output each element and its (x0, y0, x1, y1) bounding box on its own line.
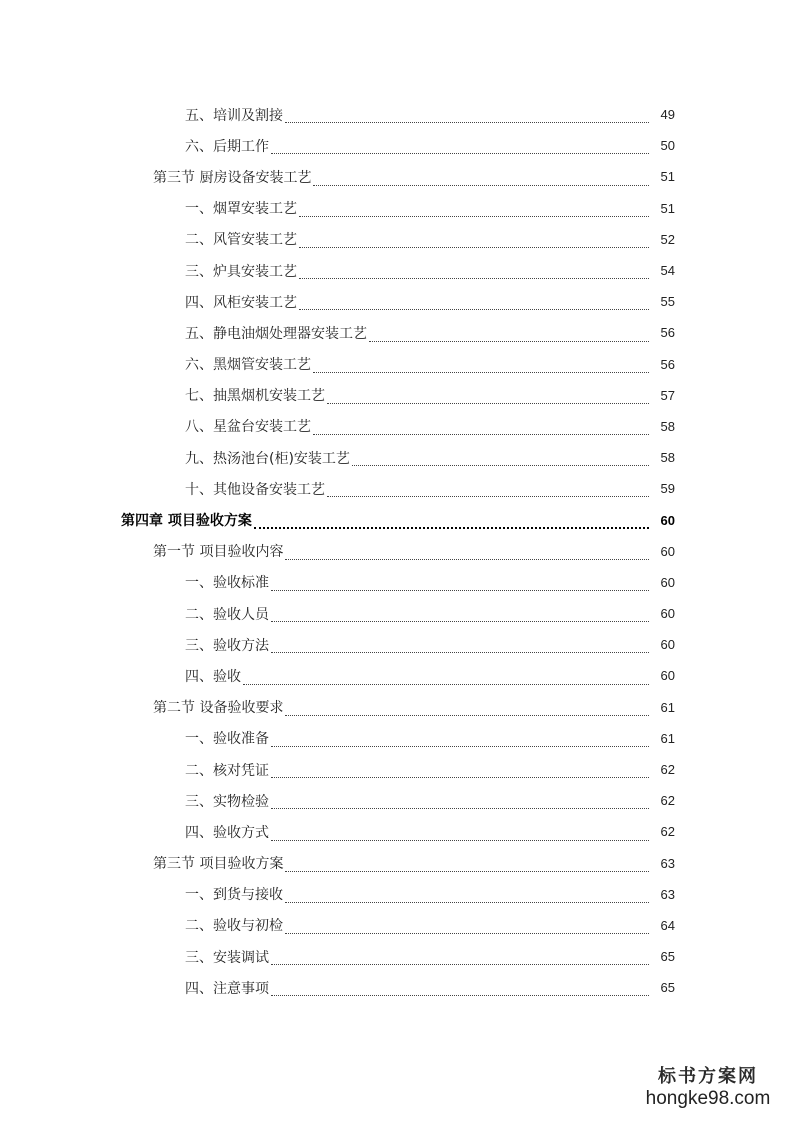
toc-dot-leader (299, 233, 649, 248)
toc-page-number: 60 (660, 668, 675, 684)
toc-subsection-entry[interactable] (0, 754, 793, 785)
toc-entry-title: 二、核对凭证 (185, 762, 269, 779)
toc-section-entry[interactable] (0, 161, 793, 192)
toc-subsection-entry[interactable] (0, 941, 793, 972)
toc-subsection-entry[interactable] (0, 99, 793, 130)
toc-page-number: 63 (660, 886, 675, 902)
toc-page-number: 64 (660, 917, 675, 933)
toc-subsection-entry[interactable] (0, 972, 793, 1003)
toc-page-number: 60 (660, 574, 675, 590)
toc-dot-leader (285, 108, 649, 123)
toc-dot-leader (271, 826, 649, 841)
toc-subsection-entry[interactable] (0, 723, 793, 754)
toc-page-number: 60 (660, 637, 675, 653)
toc-subsection-entry[interactable] (0, 411, 793, 442)
toc-dot-leader (313, 420, 649, 435)
toc-subsection-entry[interactable] (0, 193, 793, 224)
toc-entry-title: 六、黑烟管安装工艺 (185, 357, 311, 374)
toc-dot-leader (271, 794, 649, 809)
toc-entry-title: 一、烟罩安装工艺 (185, 201, 297, 218)
toc-entry-title: 第三节 厨房设备安装工艺 (153, 169, 312, 186)
toc-page-number: 59 (660, 481, 675, 497)
watermark (643, 1066, 773, 1110)
toc-subsection-entry[interactable] (0, 567, 793, 598)
toc-dot-leader (271, 763, 649, 778)
toc-page-number: 63 (660, 855, 675, 871)
toc-section-entry[interactable] (0, 692, 793, 723)
toc-dot-leader (285, 888, 649, 903)
toc-page-number: 55 (660, 294, 675, 310)
toc-subsection-entry[interactable] (0, 442, 793, 473)
toc-page-number: 65 (660, 949, 675, 965)
toc-dot-leader (327, 482, 649, 497)
toc-entry-title: 三、炉具安装工艺 (185, 263, 297, 280)
toc-page-number: 62 (660, 824, 675, 840)
toc-entry-title: 一、到货与接收 (185, 887, 283, 904)
toc-dot-leader (271, 950, 649, 965)
watermark-name: 标书方案网 (658, 1066, 758, 1087)
toc-entry-title: 一、验收准备 (185, 731, 269, 748)
toc-subsection-entry[interactable] (0, 785, 793, 816)
toc-section-entry[interactable] (0, 536, 793, 567)
toc-page-number: 52 (660, 231, 675, 247)
toc-page-number: 50 (660, 138, 675, 154)
toc-page-number: 60 (660, 543, 675, 559)
toc-dot-leader (243, 670, 649, 685)
toc-subsection-entry[interactable] (0, 660, 793, 691)
toc-dot-leader (313, 171, 649, 186)
toc-entry-title: 六、后期工作 (185, 138, 269, 155)
toc-page-number: 58 (660, 450, 675, 466)
toc-dot-leader (271, 576, 649, 591)
toc-dot-leader (271, 638, 649, 653)
toc-page-number: 57 (660, 387, 675, 403)
toc-subsection-entry[interactable] (0, 286, 793, 317)
toc-entry-title: 第一节 项目验收内容 (153, 544, 284, 561)
toc-entry-title: 二、风管安装工艺 (185, 232, 297, 249)
toc-page-number: 62 (660, 793, 675, 809)
toc-entry-title: 一、验收标准 (185, 575, 269, 592)
toc-page-number: 58 (660, 418, 675, 434)
toc-entry-title: 五、培训及割接 (185, 107, 283, 124)
toc-subsection-entry[interactable] (0, 224, 793, 255)
toc-entry-title: 四、风柜安装工艺 (185, 294, 297, 311)
toc-dot-leader (299, 264, 649, 279)
toc-entry-title: 四、验收 (185, 668, 241, 685)
toc-subsection-entry[interactable] (0, 255, 793, 286)
toc-entry-title: 三、安装调试 (185, 949, 269, 966)
toc-dot-leader (254, 513, 649, 529)
toc-subsection-entry[interactable] (0, 380, 793, 411)
toc-chapter-entry[interactable] (0, 504, 793, 535)
toc-entry-title: 七、抽黑烟机安装工艺 (185, 388, 325, 405)
watermark-domain: hongke98.com (645, 1088, 771, 1109)
toc-dot-leader (299, 202, 649, 217)
toc-entry-title: 二、验收与初检 (185, 918, 283, 935)
toc-dot-leader (313, 358, 649, 373)
toc-page-number: 49 (660, 107, 675, 123)
toc-subsection-entry[interactable] (0, 473, 793, 504)
toc-entry-title: 三、验收方法 (185, 637, 269, 654)
toc-entry-title: 三、实物检验 (185, 793, 269, 810)
toc-section-entry[interactable] (0, 848, 793, 879)
toc-subsection-entry[interactable] (0, 816, 793, 847)
toc-subsection-entry[interactable] (0, 879, 793, 910)
toc-dot-leader (285, 857, 649, 872)
toc-entry-title: 第四章 项目验收方案 (121, 513, 252, 530)
toc-entry-title: 十、其他设备安装工艺 (185, 481, 325, 498)
toc-page-number: 51 (660, 169, 675, 185)
toc-dot-leader (285, 701, 649, 716)
toc-dot-leader (271, 981, 649, 996)
toc-entry-title: 八、星盆台安装工艺 (185, 419, 311, 436)
toc-dot-leader (271, 139, 649, 154)
toc-dot-leader (299, 295, 649, 310)
toc-entry-title: 四、注意事项 (185, 980, 269, 997)
toc-page-number: 60 (660, 606, 675, 622)
toc-dot-leader (285, 545, 649, 560)
toc-dot-leader (327, 389, 649, 404)
toc-subsection-entry[interactable] (0, 629, 793, 660)
toc-entry-title: 二、验收人员 (185, 606, 269, 623)
toc-dot-leader (271, 732, 649, 747)
toc-page-number: 61 (660, 699, 675, 715)
toc-page-number: 65 (660, 980, 675, 996)
table-of-contents (0, 99, 793, 1003)
toc-dot-leader (271, 607, 649, 622)
toc-dot-leader (369, 327, 649, 342)
toc-entry-title: 五、静电油烟处理器安装工艺 (185, 325, 367, 342)
toc-page-number: 56 (660, 325, 675, 341)
toc-entry-title: 第三节 项目验收方案 (153, 856, 284, 873)
toc-subsection-entry[interactable] (0, 349, 793, 380)
toc-page-number: 51 (660, 200, 675, 216)
toc-subsection-entry[interactable] (0, 598, 793, 629)
toc-dot-leader (352, 451, 649, 466)
toc-subsection-entry[interactable] (0, 910, 793, 941)
toc-page-number: 62 (660, 762, 675, 778)
toc-page-number: 61 (660, 730, 675, 746)
toc-subsection-entry[interactable] (0, 130, 793, 161)
toc-page-number: 56 (660, 356, 675, 372)
toc-page-number: 60 (660, 512, 675, 528)
toc-entry-title: 四、验收方式 (185, 824, 269, 841)
toc-subsection-entry[interactable] (0, 317, 793, 348)
toc-page-number: 54 (660, 263, 675, 279)
toc-dot-leader (285, 919, 649, 934)
toc-entry-title: 九、热汤池台(柜)安装工艺 (185, 450, 350, 467)
toc-entry-title: 第二节 设备验收要求 (153, 700, 284, 717)
